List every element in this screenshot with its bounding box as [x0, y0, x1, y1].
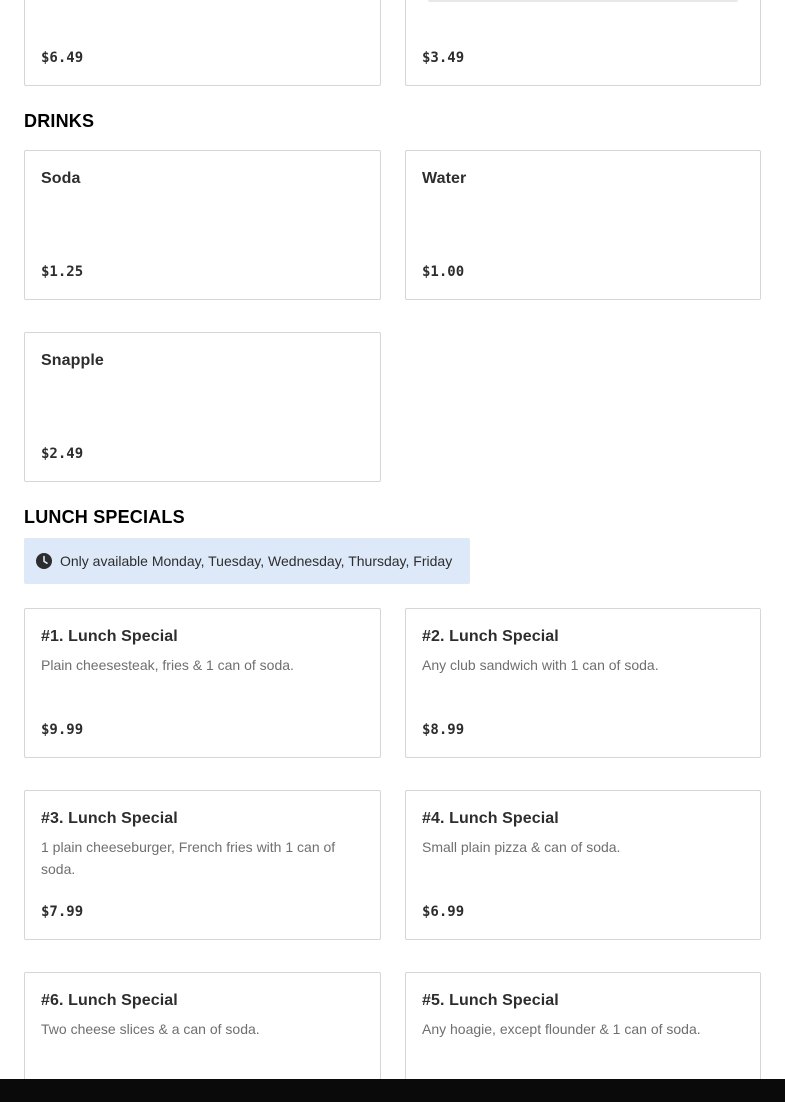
menu-item-price: $9.99: [41, 722, 84, 738]
menu-item-name: Soda: [41, 170, 81, 187]
menu-item-price: $8.99: [422, 722, 465, 738]
menu-item-card[interactable]: [405, 150, 761, 300]
section-title-lunch-specials: LUNCH SPECIALS: [24, 507, 185, 527]
partial-image-placeholder: [428, 0, 738, 2]
menu-item-price: $6.49: [41, 50, 84, 66]
menu-item-card[interactable]: [24, 790, 381, 940]
menu-item-description: Any club sandwich with 1 can of soda.: [422, 657, 659, 673]
menu-item-card[interactable]: [24, 150, 381, 300]
menu-item-card[interactable]: [24, 332, 381, 482]
menu-item-card[interactable]: [405, 608, 761, 758]
menu-item-name: Snapple: [41, 352, 104, 369]
section-title-drinks: DRINKS: [24, 111, 95, 131]
menu-item-description: Two cheese slices & a can of soda.: [41, 1021, 260, 1037]
availability-text: Only available Monday, Tuesday, Wednesday, Thursday, Friday: [60, 553, 453, 569]
menu-item-description: Small plain pizza & can of soda.: [422, 839, 621, 855]
menu-item-price: $1.25: [41, 264, 84, 280]
bottom-bar: [0, 1079, 785, 1102]
menu-item-name: #5. Lunch Special: [422, 992, 559, 1009]
menu-item-name: Water: [422, 170, 467, 187]
menu-item-price: $3.49: [422, 50, 465, 66]
menu-item-name: #2. Lunch Special: [422, 628, 559, 645]
menu-item-name: #3. Lunch Special: [41, 810, 178, 827]
menu-item-card[interactable]: [405, 0, 761, 86]
menu-item-price: $1.00: [422, 264, 465, 280]
menu-item-card[interactable]: [24, 608, 381, 758]
menu-item-description: 1 plain cheeseburger, French fries with 1 can of soda.: [41, 839, 336, 877]
menu-item-card[interactable]: [405, 790, 761, 940]
clock-icon: [36, 553, 52, 569]
menu-item-card[interactable]: [24, 0, 381, 86]
menu-item-name: #4. Lunch Special: [422, 810, 559, 827]
menu-item-price: $2.49: [41, 446, 84, 462]
menu-item-price: $7.99: [41, 904, 84, 920]
availability-notice: [24, 538, 470, 584]
menu-item-price: $6.99: [422, 904, 465, 920]
menu-item-name: #1. Lunch Special: [41, 628, 178, 645]
menu-item-description: Plain cheesesteak, fries & 1 can of soda.: [41, 657, 294, 673]
menu-item-name: #6. Lunch Special: [41, 992, 178, 1009]
menu-item-description: Any hoagie, except flounder & 1 can of soda.: [422, 1021, 701, 1037]
